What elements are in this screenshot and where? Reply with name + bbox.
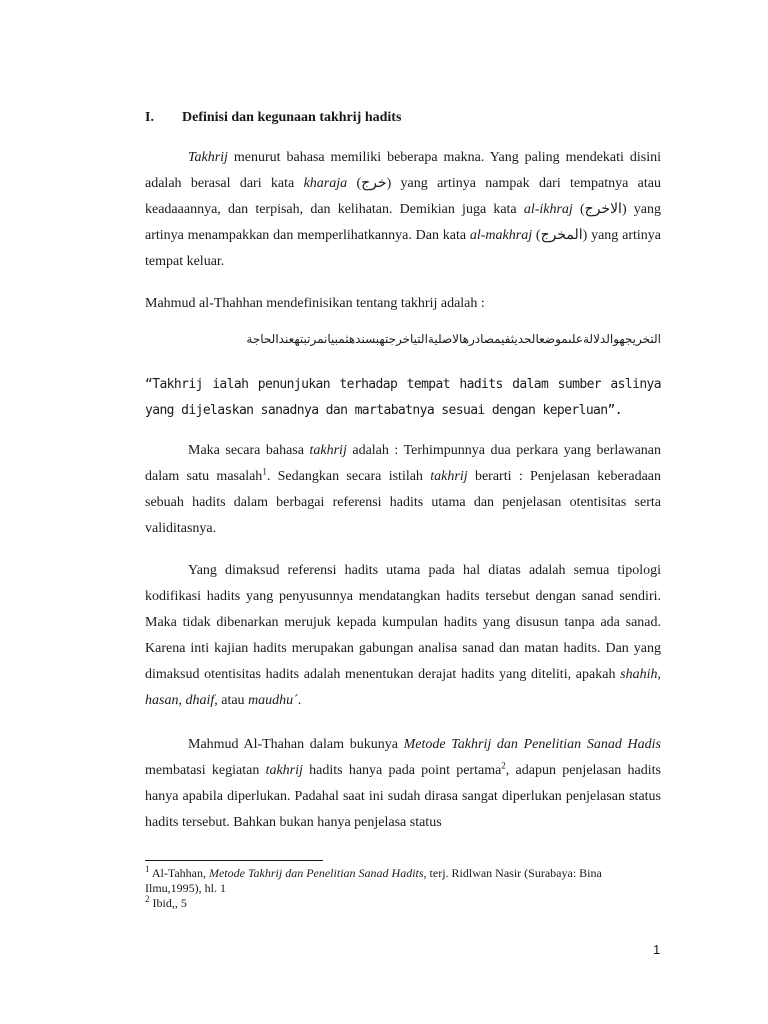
paragraph-definition-intro: Mahmud al-Thahhan mendefinisikan tentang takhrij adalah : [145,296,485,311]
page-number: 1 [653,942,661,957]
definition-translation: “Takhrij ialah penunjukan terhadap tempat hadits dalam sumber aslinya yang dijelaskan sanadnya dan martabatnya sesuai dengan keperluan”. [145,377,661,418]
section-heading [145,110,401,126]
footnote-ref-2[interactable]: 2 [501,760,506,771]
paragraph-references: Yang dimaksud referensi hadits utama pada hal diatas adalah semua tipologi kodifikasi hadits yang penyusunnya mendatangkan hadits tersebut dengan sanad sendiri. Maka tidak dibenarkan merujuk kepada kumpulan hadits yang disusun tanpa ada sanad. Karena inti kajian hadits merupakan gabungan analisa sanad dan matan hadits. Dan yang dimaksud otentisitas hadits adalah menentukan derajat hadits yang diteliti, apakah shahih, hasan, dhaif, atau maudhu´. [145,563,661,708]
paragraph-meaning: Maka secara bahasa takhrij adalah : Terhimpunnya dua perkara yang berlawanan dalam satu masalah$^1$. Sedangkan secara istilah takhrij berarti : Penjelasan keberadaan sebuah hadits dalam berbagai referensi hadits utama dan penjelasan otentisitas serta validitasnya. [145,443,661,536]
arabic-definition: التخريجهوالدلالةعلىموضعالحديثفيمصادرهالاصليةالتياخرجتهبسندهثمبيانمرتبتهعندالحاجة [246,332,661,346]
term-takhrij: Takhrij [188,150,228,165]
section-title: Definisi dan kegunaan takhrij hadits [182,110,402,125]
paragraph-etymology: Takhrij menurut bahasa memiliki beberapa makna. Yang paling mendekati disini adalah berasal dari kata kharaja (خرج) yang artinya nampak dari tempatnya atau keadaaannya, dan terpisah, dan kelihatan. Demikian juga kata al-ikhraj (الاخرج) yang artinya menampakkan dan memperlihatkannya. Dan kata al-makhraj (المخرج) yang artinya tempat keluar. [145,150,661,269]
footnote-ref-1[interactable]: 1 [262,466,267,477]
footnote-divider [145,860,323,861]
section-number: I. [145,110,154,125]
term-kharaja: kharaja [303,176,348,191]
book-title: Metode Takhrij dan Penelitian Sanad Hadis [403,737,661,752]
footnote-1: $^1$ Al-Tahhan, Metode Takhrij dan Penelitian Sanad Hadits, terj. Ridlwan Nasir (Surabaya: Bina Ilmu,1995), hl. 1 [145,864,602,895]
paragraph-al-thahan: Mahmud Al-Thahan dalam bukunya Metode Takhrij dan Penelitian Sanad Hadis membatasi kegiatan takhrij hadits hanya pada point pertama$^2$, adapun penjelasan hadits hanya apabila diperlukan. Padahal saat ini sudah dirasa sangat diperlukan penjelasan status hadits tersebut. Bahkan bukan hanya penjelasa status [145,737,661,830]
footnote-2: $^2$ Ibid,, 5 [145,894,187,910]
term-al-ikhraj: al-ikhraj [523,202,573,217]
term-al-makhraj: al-makhraj [469,228,533,243]
footnotes [145,866,661,911]
